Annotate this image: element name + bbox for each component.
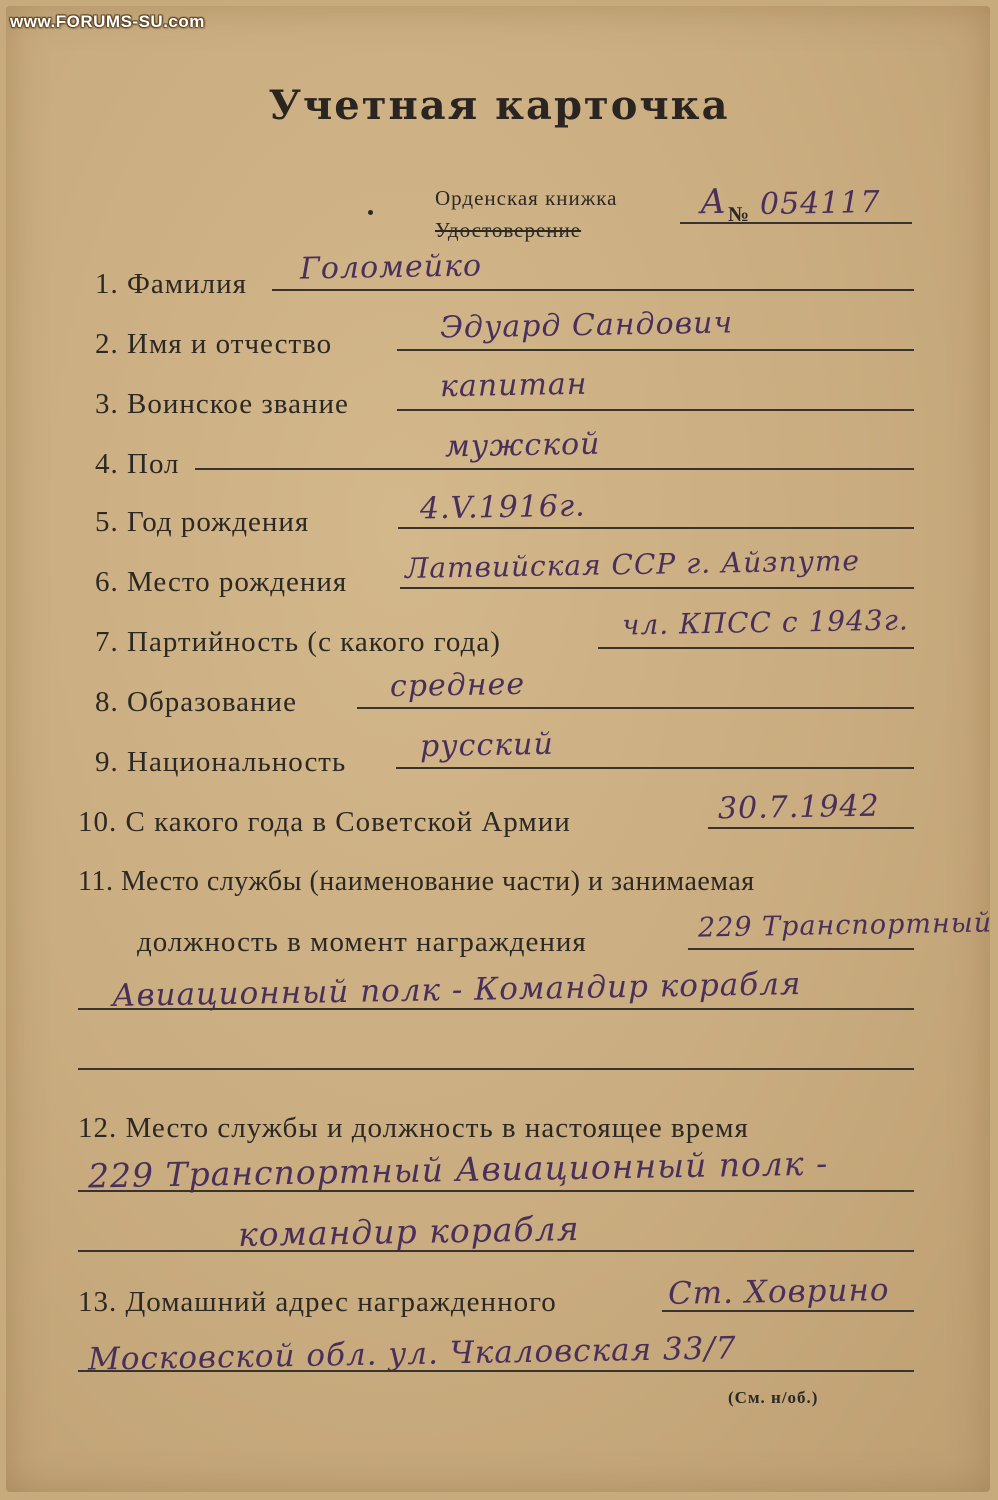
number-label: №: [728, 202, 751, 226]
field-6-underline: [400, 587, 914, 589]
field-4-value: мужской: [444, 426, 601, 465]
field-11-label-line1: 11. Место службы (наименование части) и занимаемая: [78, 866, 755, 897]
field-10-label: 10. С какого года в Советской Армии: [78, 806, 571, 838]
field-11-value-line1: 229 Транспортный: [697, 907, 993, 944]
field-6-label: 6. Место рождения: [95, 566, 348, 598]
field-4-label: 4. Пол: [95, 448, 180, 480]
field-6-value: Латвийская ССР г. Айзпуте: [404, 544, 861, 585]
field-3-value: капитан: [439, 366, 588, 405]
field-13-value-line2: Московской обл. ул. Чкаловская 33/7: [87, 1330, 737, 1378]
field-2-label: 2. Имя и отчество: [95, 328, 333, 360]
field-12-underline-1: [78, 1190, 914, 1192]
series-value: А: [699, 181, 728, 223]
field-5-value: 4.V.1916г.: [419, 488, 586, 527]
field-9-value: русский: [419, 726, 555, 765]
field-7-underline: [598, 647, 914, 649]
field-8-value: среднее: [389, 666, 526, 705]
field-13-underline-2: [78, 1370, 914, 1372]
field-9-underline: [396, 767, 914, 769]
field-9-label: 9. Национальность: [95, 746, 347, 778]
field-13-underline-1: [662, 1310, 914, 1312]
field-11-label-line2: должность в момент награждения: [137, 926, 587, 958]
field-3-label: 3. Воинское звание: [95, 388, 349, 420]
field-2-underline: [397, 349, 914, 351]
certificate-label: Удостоверение: [435, 218, 582, 242]
footnote: (См. н/об.): [728, 1388, 819, 1407]
field-1-underline: [272, 289, 914, 291]
site-watermark: www.FORUMS-SU.com: [10, 12, 205, 31]
field-13-value-line1: Ст. Ховрино: [667, 1272, 890, 1312]
number-underline: [680, 222, 912, 224]
field-8-label: 8. Образование: [95, 686, 297, 718]
page-title: Учетная карточка: [268, 82, 730, 129]
field-13-label: 13. Домашний адрес награжденного: [78, 1286, 557, 1318]
field-12-value-line2: командир корабля: [237, 1209, 580, 1254]
field-7-value: чл. КПСС с 1943г.: [621, 603, 910, 642]
field-11-value-line2: Авиационный полк - Командир корабля: [111, 965, 802, 1015]
field-4-underline: [195, 468, 914, 470]
field-12-label: 12. Место службы и должность в настоящее время: [78, 1112, 749, 1144]
order-book-number: 054117: [759, 184, 881, 223]
field-5-underline: [398, 527, 914, 529]
field-11-underline-3: [78, 1068, 914, 1070]
field-10-underline: [708, 827, 914, 829]
field-1-value: Голомейко: [299, 248, 483, 287]
field-12-value-line1: 229 Транспортный Авиационный полк -: [87, 1143, 829, 1196]
field-11-underline-2: [78, 1008, 914, 1010]
field-5-label: 5. Год рождения: [95, 506, 310, 538]
ink-dot: [368, 210, 373, 215]
field-1-label: 1. Фамилия: [95, 268, 247, 300]
order-book-label: Орденская книжка: [435, 186, 618, 210]
field-11-underline-1: [688, 948, 914, 950]
field-10-value: 30.7.1942: [717, 788, 880, 827]
field-7-label: 7. Партийность (с какого года): [95, 626, 501, 658]
field-3-underline: [397, 409, 914, 411]
field-2-value: Эдуард Сандович: [439, 305, 734, 346]
field-12-underline-2: [78, 1250, 914, 1252]
field-8-underline: [357, 707, 914, 709]
